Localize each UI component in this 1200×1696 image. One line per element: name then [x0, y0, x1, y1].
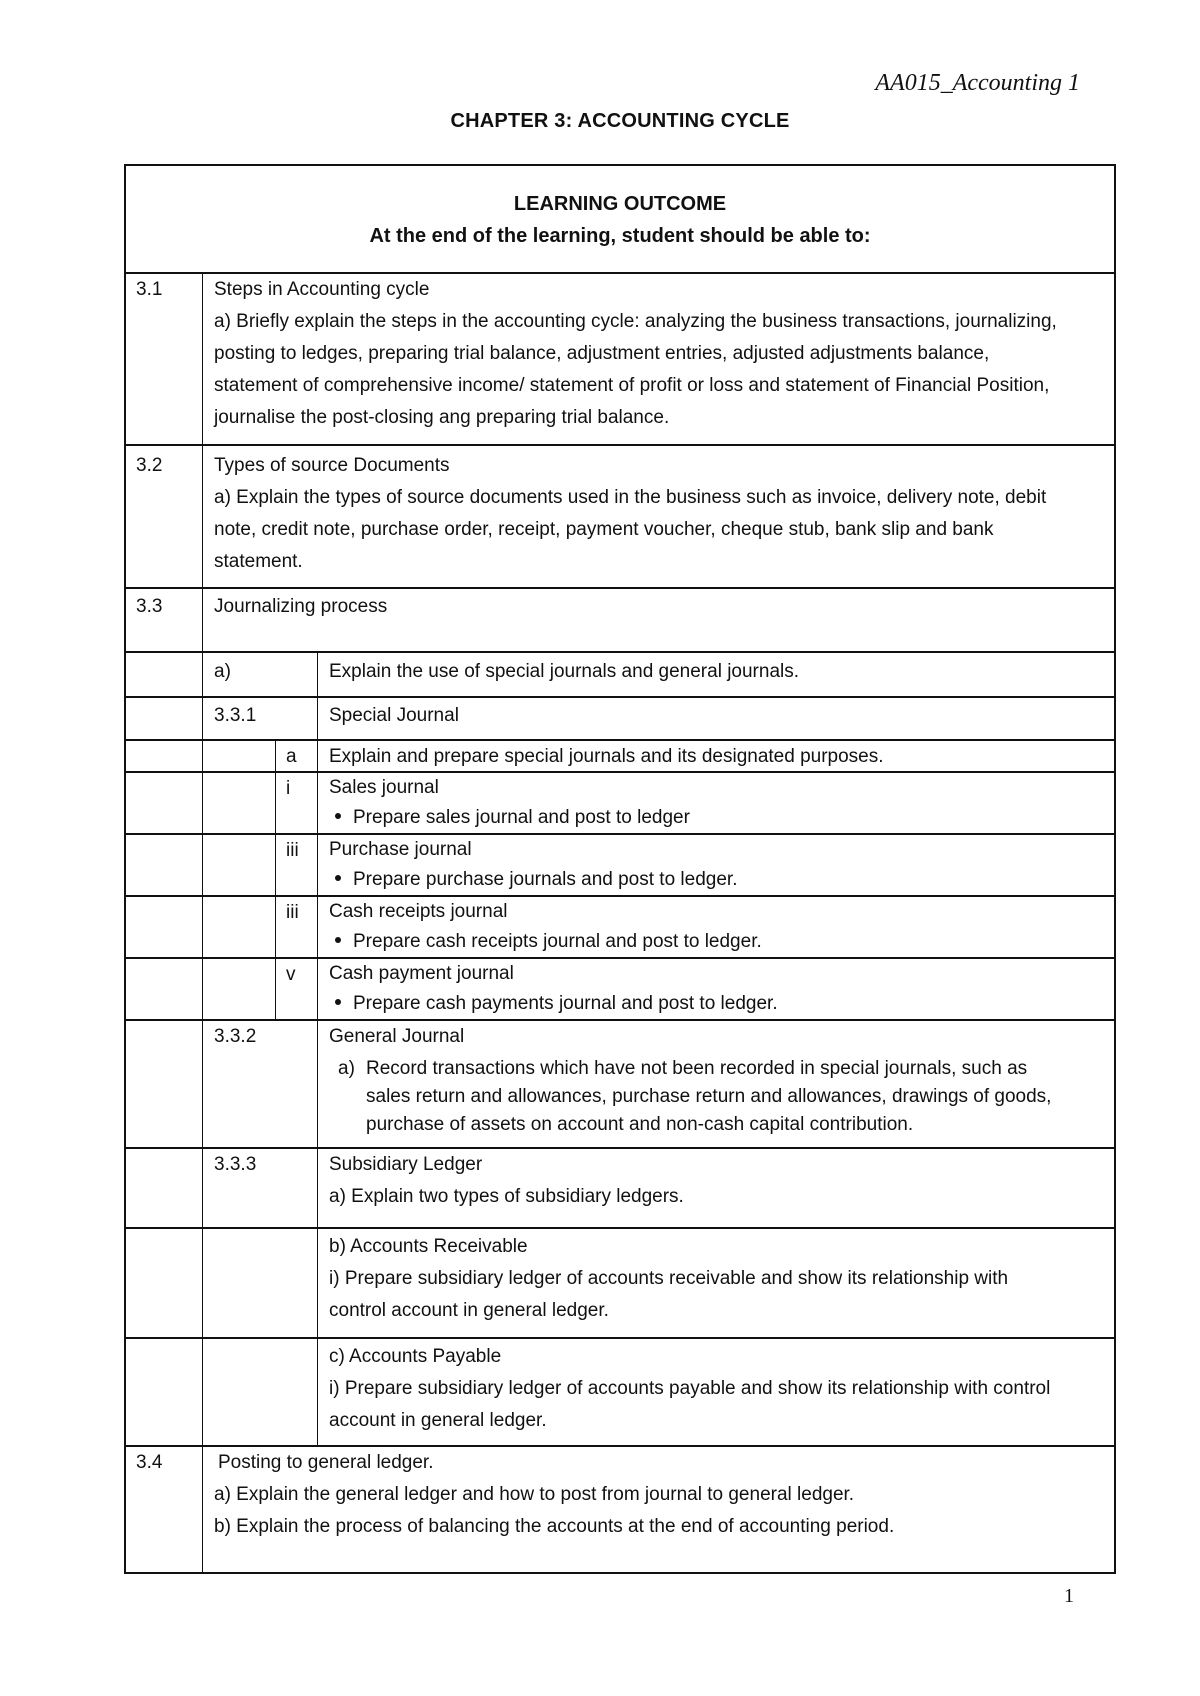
row-3-3-1-title: Special Journal [329, 705, 459, 726]
journal-item [329, 959, 778, 1019]
lo-header [126, 188, 1114, 252]
text-line: a) Briefly explain the steps in the accounting cycle: analyzing the business transactions, journalizing, [214, 311, 1057, 332]
journal-item [329, 897, 762, 957]
text-line: b) Explain the process of balancing the accounts at the end of accounting period. [214, 1516, 895, 1537]
learning-outcome-table [124, 164, 1116, 1574]
lo-heading: LEARNING OUTCOME [513, 193, 727, 215]
journal-item-title: Cash receipts journal [329, 901, 508, 922]
journal-item-task-text: Prepare purchase journals and post to ledger. [353, 869, 738, 890]
accounts-payable-title: c) Accounts Payable [329, 1346, 502, 1367]
text-line: sales return and allowances, purchase return and allowances, drawings of goods, [366, 1086, 1052, 1107]
row-3-3-2-title: General Journal [329, 1026, 465, 1047]
journal-item-title: Cash payment journal [329, 963, 514, 984]
journal-item [329, 773, 690, 833]
text-line: statement. [214, 551, 303, 572]
text-line: note, credit note, purchase order, receipt, payment voucher, cheque stub, bank slip and bank [214, 519, 994, 540]
row-3-3-a-text: Explain the use of special journals and general journals. [329, 661, 800, 682]
journal-item-label: iii [286, 840, 299, 861]
course-code: AA015_Accounting 1 [875, 70, 1080, 96]
rule [126, 1337, 1114, 1339]
text-line: a) Explain the general ledger and how to post from journal to general ledger. [214, 1484, 855, 1505]
section-3-4-title: Posting to general ledger. [218, 1452, 434, 1473]
section-3-1-title: Steps in Accounting cycle [214, 279, 430, 300]
row-3-3-2-label: a) [338, 1058, 355, 1079]
row-3-3-1-a-text: Explain and prepare special journals and its designated purposes. [329, 746, 884, 767]
row-3-3-3-body [329, 1149, 1114, 1213]
rule [126, 1019, 1114, 1021]
row-3-3-3-title: Subsidiary Ledger [329, 1154, 483, 1175]
bullet-icon [335, 813, 341, 819]
text-line: account in general ledger. [329, 1410, 547, 1431]
journal-item-task [329, 803, 690, 833]
journal-item-task-text: Prepare cash payments journal and post to ledger. [353, 993, 778, 1014]
col-divider [317, 651, 318, 1445]
accounts-receivable-title: b) Accounts Receivable [329, 1236, 528, 1257]
rule [126, 696, 1114, 698]
text-line: Record transactions which have not been recorded in special journals, such as [366, 1058, 1028, 1079]
text-line: a) Explain two types of subsidiary ledgers. [329, 1186, 684, 1207]
section-3-3-number: 3.3 [136, 596, 163, 617]
rule [126, 587, 1114, 589]
section-3-1-number: 3.1 [136, 279, 163, 300]
row-3-3-1-a-label: a [286, 746, 297, 767]
col-divider [202, 272, 203, 1574]
section-3-1-body [214, 274, 1109, 434]
section-3-4-number: 3.4 [136, 1452, 163, 1473]
text-line: a) Explain the types of source documents used in the business such as invoice, delivery note, debit [214, 487, 1047, 508]
text-line: posting to ledges, preparing trial balance, adjustment entries, adjusted adjustments balance, [214, 343, 990, 364]
bullet-icon [335, 875, 341, 881]
accounts-payable [329, 1341, 1114, 1437]
row-3-3-2-number: 3.3.2 [214, 1026, 257, 1047]
journal-item-title: Sales journal [329, 777, 439, 798]
text-line: purchase of assets on account and non-cash capital contribution. [366, 1114, 914, 1135]
journal-item-label: iii [286, 902, 299, 923]
journal-item [329, 835, 737, 895]
text-line: control account in general ledger. [329, 1300, 609, 1321]
rule [126, 444, 1114, 446]
journal-item-task [329, 865, 737, 895]
section-3-3-title: Journalizing process [214, 596, 388, 617]
rule [126, 651, 1114, 653]
journal-item-task-text: Prepare cash receipts journal and post to ledger. [353, 931, 762, 952]
row-3-3-a-label: a) [214, 661, 231, 682]
section-3-2-body [214, 450, 1109, 578]
chapter-title: CHAPTER 3: ACCOUNTING CYCLE [450, 110, 790, 132]
section-3-4-body [214, 1447, 1109, 1543]
journal-item-title: Purchase journal [329, 839, 472, 860]
text-line: journalise the post-closing ang preparing trial balance. [214, 407, 670, 428]
lo-subheading: At the end of the learning, student should be able to: [369, 225, 871, 247]
rule [126, 1227, 1114, 1229]
bullet-icon [335, 999, 341, 1005]
row-3-3-1-number: 3.3.1 [214, 705, 257, 726]
text-line: i) Prepare subsidiary ledger of accounts payable and show its relationship with control [329, 1378, 1051, 1399]
journal-item-task [329, 989, 778, 1019]
accounts-receivable [329, 1231, 1114, 1327]
page-number: 1 [1064, 1585, 1074, 1607]
journal-item-label: v [286, 964, 296, 985]
section-3-2-number: 3.2 [136, 455, 163, 476]
col-divider [275, 739, 276, 1019]
row-3-3-3-number: 3.3.3 [214, 1154, 257, 1175]
text-line: i) Prepare subsidiary ledger of accounts receivable and show its relationship with [329, 1268, 1009, 1289]
bullet-icon [335, 937, 341, 943]
text-line: statement of comprehensive income/ statement of profit or loss and statement of Financial Position, [214, 375, 1050, 396]
section-3-2-title: Types of source Documents [214, 455, 450, 476]
journal-item-task-text: Prepare sales journal and post to ledger [353, 807, 690, 828]
journal-item-task [329, 927, 762, 957]
journal-item-label: i [286, 778, 291, 799]
row-3-3-2-body [366, 1055, 1111, 1139]
